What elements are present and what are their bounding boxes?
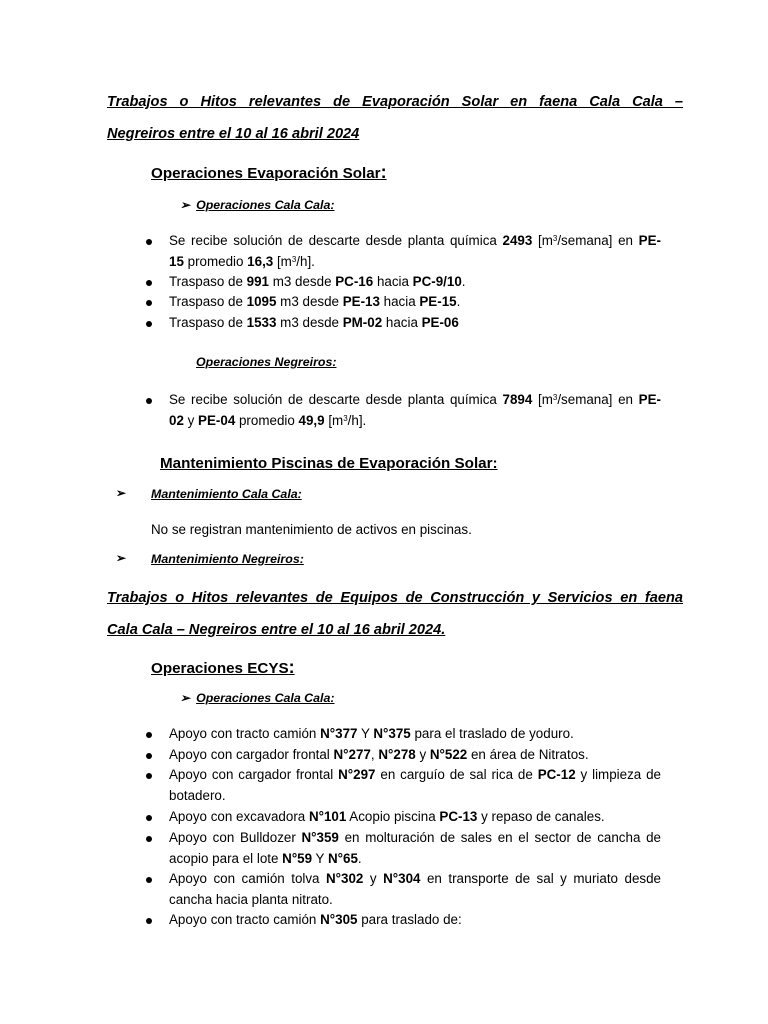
arrow-bullet-icon: ➢	[180, 691, 191, 705]
list-item: Traspaso de 1533 m3 desde PM-02 hacia PE-06	[169, 315, 459, 330]
bullet-icon	[146, 732, 152, 738]
bullet-icon	[146, 280, 152, 286]
section1-title-line1: Trabajos o Hitos relevantes de Evaporación Solar en faena Cala Cala –	[107, 94, 683, 110]
list-item: Apoyo con tracto camión N°305 para traslado de:	[169, 912, 462, 927]
bullet-icon	[146, 918, 152, 924]
bullet-icon	[146, 815, 152, 821]
bullet-icon	[146, 773, 152, 779]
list-item: Apoyo con Bulldozer N°359 en molturación de sales en el sector de cancha de acopio para el lote N°59 Y N°65.	[169, 830, 662, 866]
ops-ecys-cala-cala-label: ➢ Operaciones Cala Cala:	[180, 691, 335, 705]
section1-title-line2: Negreiros entre el 10 al 16 abril 2024	[107, 126, 360, 142]
maint-negreiros-label: Mantenimiento Negreiros:	[151, 552, 304, 566]
bullet-icon	[146, 300, 152, 306]
list-item: Se recibe solución de descarte desde planta química 7894 $[m^3/semana]$ en PE- 02 y PE-04 promedio 49,9 $[m^3/h]$.	[169, 392, 661, 428]
list-item: Apoyo con camión tolva N°302 y N°304 en transporte de sal y muriato desde cancha hacia planta nitrato.	[169, 871, 661, 907]
ops-cala-cala-label: ➢ Operaciones Cala Cala:	[180, 198, 335, 212]
list-item: Apoyo con excavadora N°101 Acopio piscina PC-13 y repaso de canales.	[169, 809, 605, 824]
ops-evaporacion-heading: Operaciones Evaporación Solar:	[151, 162, 387, 182]
list-item: Traspaso de 1095 m3 desde PE-13 hacia PE-15.	[169, 294, 461, 309]
bullet-icon	[146, 753, 152, 759]
section2-title-line1: Trabajos o Hitos relevantes de Equipos de Construcción y Servicios en faena	[107, 590, 683, 606]
bullet-icon	[146, 239, 152, 245]
list-item: Apoyo con cargador frontal N°297 en carguío de sal rica de PC-12 y limpieza de botadero.	[169, 767, 661, 803]
arrow-bullet-icon: ➢	[116, 486, 127, 500]
maint-cala-cala-label: Mantenimiento Cala Cala:	[151, 487, 302, 501]
arrow-bullet-icon: ➢	[116, 551, 127, 565]
maint-cala-cala-text: No se registran mantenimiento de activos en piscinas.	[151, 522, 472, 537]
section2-title-line2: Cala Cala – Negreiros entre el 10 al 16 abril 2024.	[107, 622, 446, 638]
list-item: Traspaso de 991 m3 desde PC-16 hacia PC-9/10.	[169, 274, 466, 289]
ops-ecys-heading: Operaciones ECYS:	[151, 657, 295, 677]
list-item: Se recibe solución de descarte desde planta química 2493 $[m^3/semana]$ en PE- 15 promedio 16,3 $[m^3/h]$.	[169, 233, 661, 269]
bullet-icon	[146, 398, 152, 404]
bullet-icon	[146, 321, 152, 327]
list-item: Apoyo con cargador frontal N°277, N°278 y N°522 en área de Nitratos.	[169, 747, 589, 762]
maintenance-heading: Mantenimiento Piscinas de Evaporación Solar:	[160, 455, 498, 472]
ops-negreiros-label: Operaciones Negreiros:	[196, 355, 337, 369]
arrow-bullet-icon: ➢	[180, 198, 191, 212]
bullet-icon	[146, 877, 152, 883]
list-item: Apoyo con tracto camión N°377 Y N°375 para el traslado de yoduro.	[169, 726, 574, 741]
bullet-icon	[146, 836, 152, 842]
